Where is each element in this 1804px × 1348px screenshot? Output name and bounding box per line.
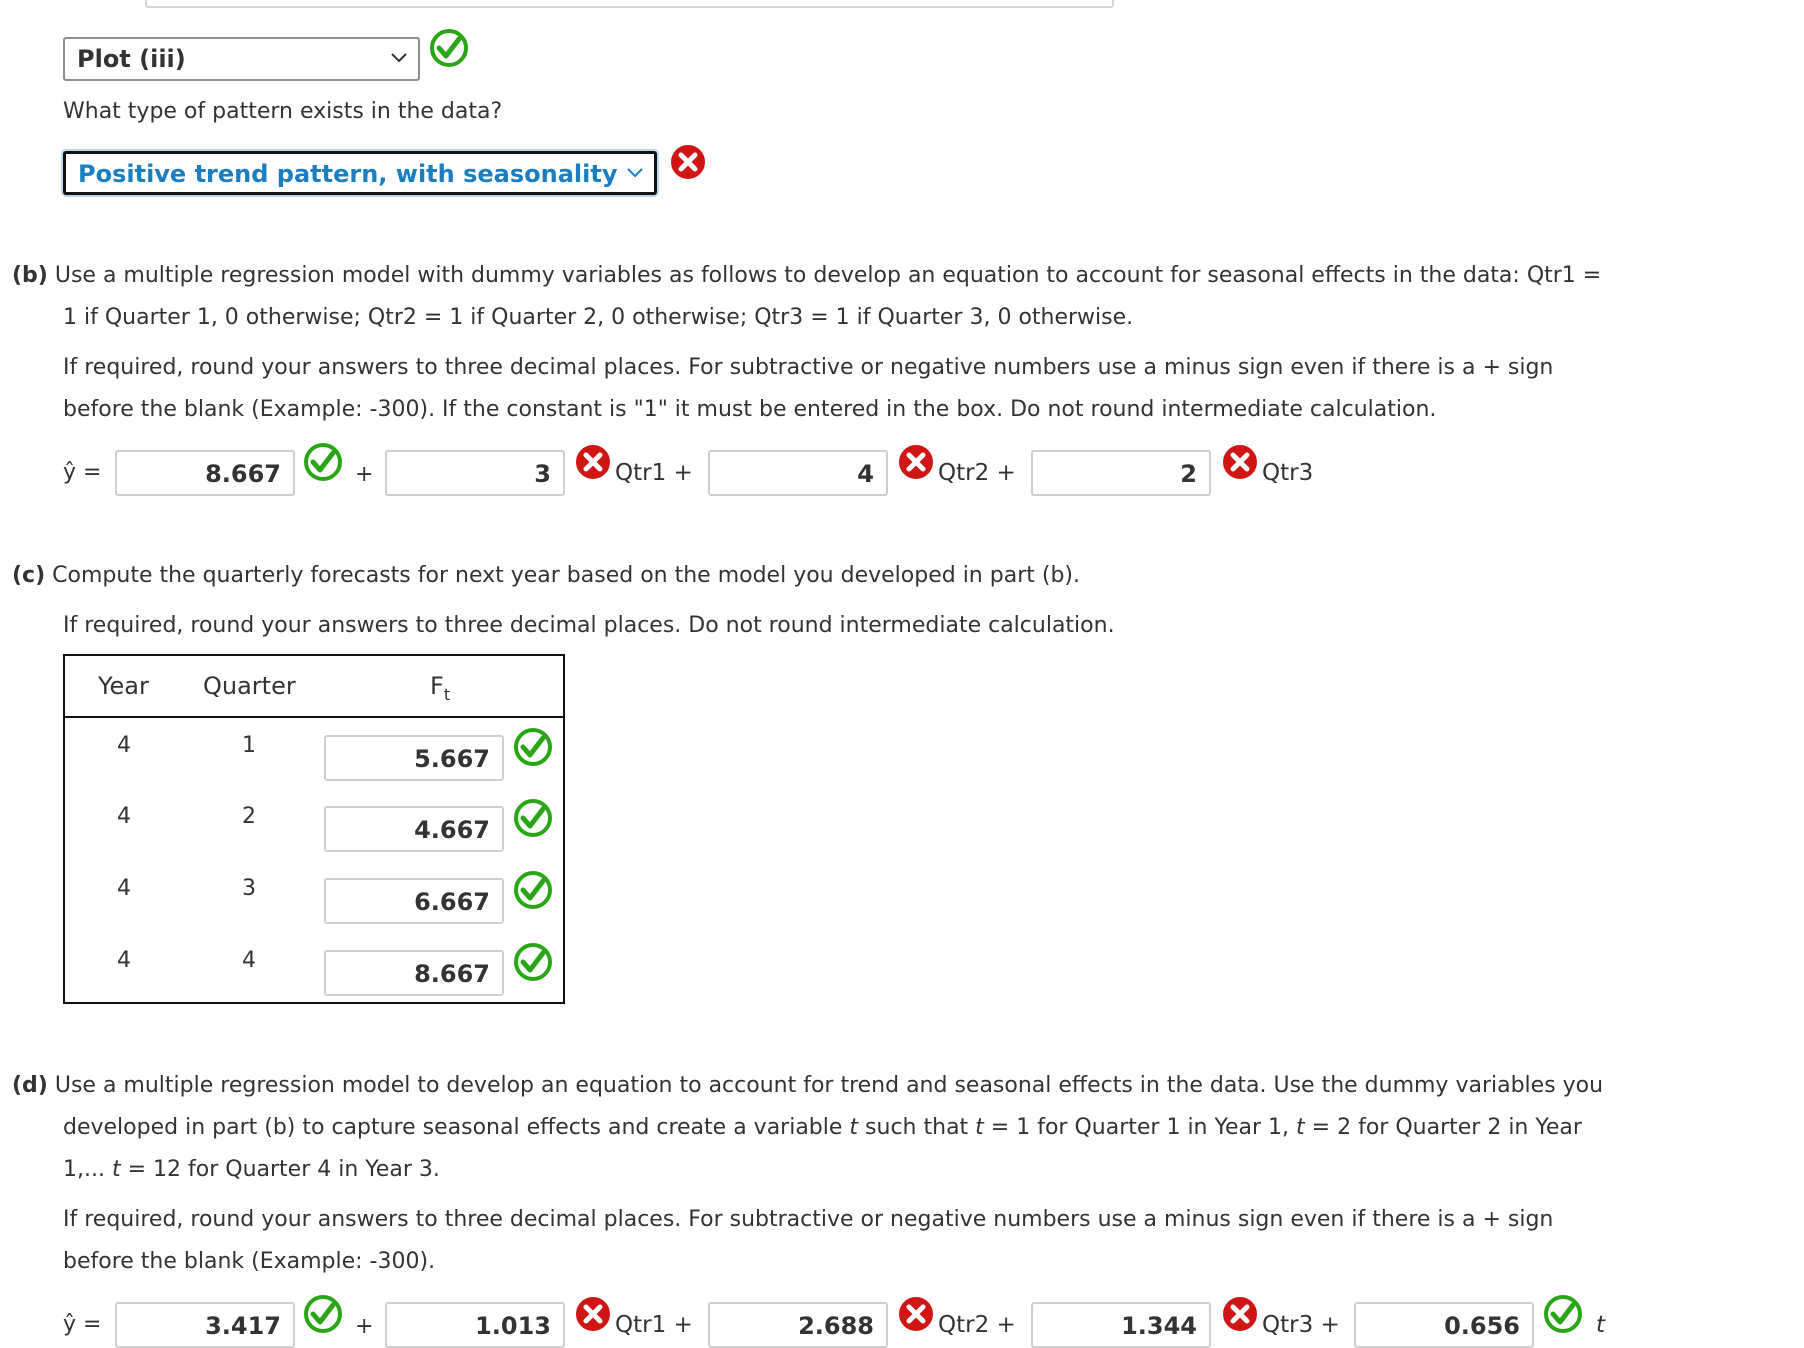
part-d-line1 (12, 1068, 1603, 1104)
b-constant-input[interactable]: 8.667 (115, 450, 295, 496)
chevron-down-icon (390, 45, 408, 69)
b-qtr3-label: Qtr3 (1262, 460, 1314, 486)
t-variable: t (1296, 1115, 1305, 1140)
part-c-line1 (12, 558, 1080, 594)
x-circle-icon (896, 442, 936, 482)
table-cell-year: 4 (117, 733, 131, 758)
ft-subscript: t (443, 684, 451, 704)
table-cell-quarter: 2 (242, 804, 256, 829)
b-qtr1-input[interactable]: 3 (385, 450, 565, 496)
text-segment: such that (858, 1115, 976, 1140)
x-circle-icon (1220, 1294, 1260, 1334)
part-b-text-line2: 1 if Quarter 1, 0 otherwise; Qtr2 = 1 if Quarter 2, 0 otherwise; Qtr3 = 1 if Quarter 3, 0 otherwise. (63, 305, 1134, 330)
table-header-divider (65, 716, 563, 718)
text-segment: = 1 for Quarter 1 in Year 1, (983, 1115, 1297, 1140)
check-circle-icon (303, 442, 343, 482)
x-circle-icon (668, 142, 708, 182)
yhat-label: ŷ = (63, 1312, 102, 1337)
plus-sign: + (355, 1314, 374, 1339)
table-cell-year: 4 (117, 804, 131, 829)
part-b-line1 (12, 258, 1601, 294)
x-circle-icon (573, 442, 613, 482)
part-c-text-line1: Compute the quarterly forecasts for next year based on the model you developed in part (b). (52, 563, 1080, 588)
part-d-text-line1: Use a multiple regression model to develop an equation to account for trend and seasonal effects in the data. Use the dummy variables you (54, 1073, 1604, 1098)
part-d-text-line2 (63, 1110, 1582, 1146)
part-d-instructions-2: before the blank (Example: -300). (63, 1249, 436, 1274)
pattern-select[interactable] (63, 151, 657, 195)
check-circle-icon (513, 727, 553, 767)
check-circle-icon (303, 1294, 343, 1334)
part-b-text-line1: Use a multiple regression model with dummy variables as follows to develop an equation to account for seasonal effects in the data: Qtr1 = (54, 263, 1602, 288)
x-circle-icon (896, 1294, 936, 1334)
plot-select[interactable] (63, 37, 420, 81)
check-circle-icon (1543, 1294, 1583, 1334)
t-variable: t (849, 1115, 859, 1140)
table-cell-quarter: 1 (242, 733, 256, 758)
table-cell-year: 4 (117, 948, 131, 973)
table-cell-year: 4 (117, 876, 131, 901)
ft-label: F (430, 672, 444, 700)
check-circle-icon (513, 942, 553, 982)
col-header-quarter: Quarter (203, 672, 296, 700)
d-constant-input[interactable]: 3.417 (115, 1302, 295, 1348)
yhat-label: ŷ = (63, 460, 102, 485)
text-segment: developed in part (b) to capture seasonal effects and create a variable (63, 1115, 850, 1140)
d-qtr1-input[interactable]: 1.013 (385, 1302, 565, 1348)
text-segment: = 12 for Quarter 4 in Year 3. (120, 1157, 440, 1182)
x-circle-icon (1220, 442, 1260, 482)
part-d-instructions-1: If required, round your answers to three decimal places. For subtractive or negative numbers use a minus sign even if there is a + sign (63, 1207, 1554, 1232)
forecast-input-q2[interactable]: 4.667 (324, 806, 504, 852)
text-segment: 1,... (63, 1157, 112, 1182)
b-qtr2-label: Qtr2 + (938, 460, 1016, 486)
x-circle-icon (573, 1294, 613, 1334)
d-qtr1-label: Qtr1 + (615, 1312, 693, 1338)
part-d-text-line3 (63, 1152, 440, 1188)
table-cell-quarter: 3 (242, 876, 256, 901)
b-qtr3-input[interactable]: 2 (1031, 450, 1211, 496)
b-qtr1-label: Qtr1 + (615, 460, 693, 486)
check-circle-icon (513, 798, 553, 838)
part-b-instructions-2: before the blank (Example: -300). If the constant is "1" it must be entered in the box. Do not round intermediate calculation. (63, 397, 1437, 422)
t-variable: t (111, 1157, 121, 1182)
plot-select-value: Plot (iii) (77, 45, 186, 73)
forecast-input-q4[interactable]: 8.667 (324, 950, 504, 996)
part-b-label: (b) (12, 263, 48, 288)
table-cell-quarter: 4 (242, 948, 256, 973)
d-qtr3-label: Qtr3 + (1262, 1312, 1340, 1338)
text-segment: = 2 for Quarter 2 in Year (1304, 1115, 1582, 1140)
check-circle-icon (429, 28, 469, 68)
d-qtr3-input[interactable]: 1.344 (1031, 1302, 1211, 1348)
d-t-label: t (1596, 1312, 1606, 1338)
part-c-instructions: If required, round your answers to three decimal places. Do not round intermediate calculation. (63, 613, 1115, 638)
part-b-instructions-1: If required, round your answers to three decimal places. For subtractive or negative numbers use a minus sign even if there is a + sign (63, 355, 1554, 380)
col-header-ft (430, 671, 450, 710)
previous-answer-box (145, 0, 1114, 8)
pattern-question: What type of pattern exists in the data? (63, 99, 503, 124)
b-qtr2-input[interactable]: 4 (708, 450, 888, 496)
pattern-select-value: Positive trend pattern, with seasonality (78, 160, 618, 188)
forecast-input-q1[interactable]: 5.667 (324, 735, 504, 781)
col-header-year: Year (98, 672, 149, 700)
d-t-input[interactable]: 0.656 (1354, 1302, 1534, 1348)
d-qtr2-input[interactable]: 2.688 (708, 1302, 888, 1348)
part-d-label: (d) (12, 1073, 48, 1098)
t-variable: t (975, 1115, 984, 1140)
plus-sign: + (355, 462, 374, 487)
part-c-label: (c) (12, 563, 46, 588)
chevron-down-icon (626, 160, 644, 184)
forecast-input-q3[interactable]: 6.667 (324, 878, 504, 924)
check-circle-icon (513, 870, 553, 910)
d-qtr2-label: Qtr2 + (938, 1312, 1016, 1338)
